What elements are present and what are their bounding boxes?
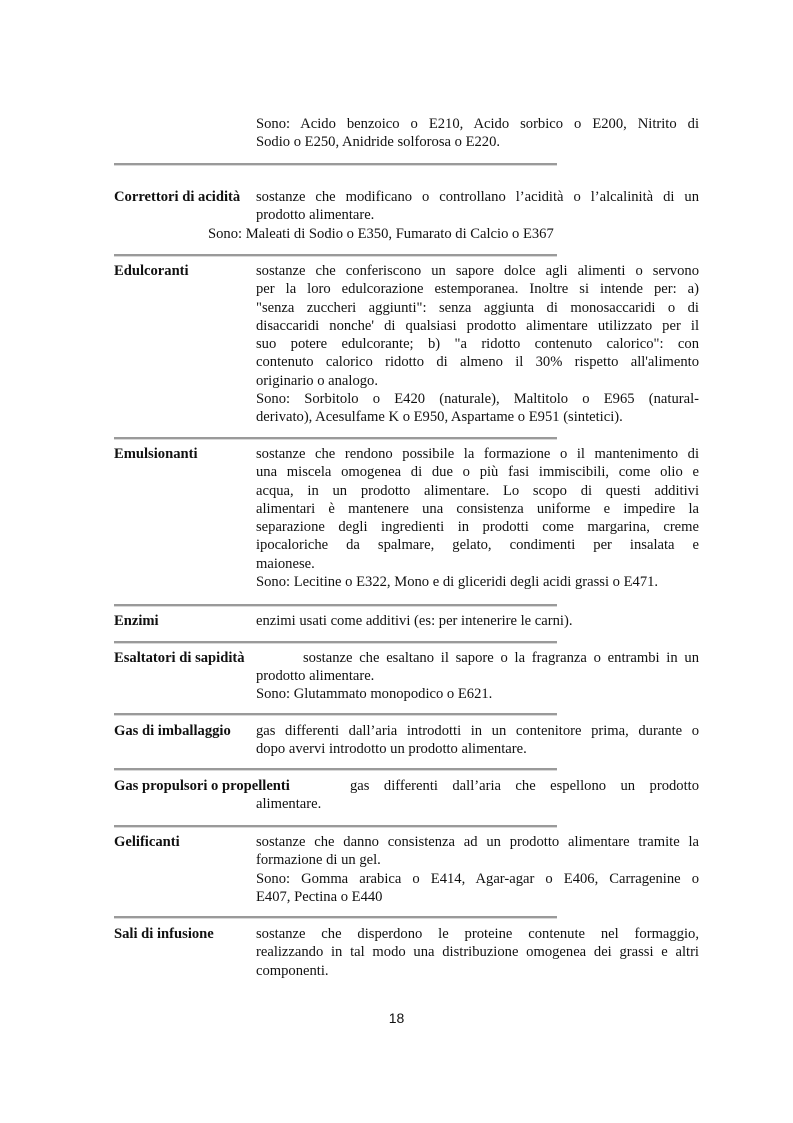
text-line: formazione di un gel.: [256, 852, 381, 869]
definition-gas-di-imballaggio: [256, 722, 699, 759]
term-gelificanti: Gelificanti: [114, 834, 180, 850]
divider: [114, 437, 557, 439]
term-correttori-di-acidita: Correttori di acidità: [114, 189, 241, 205]
text-line: una miscela omogenea di due o più fasi immiscibili, come olio e: [256, 464, 699, 481]
definition-esaltatori-rest: [256, 667, 699, 704]
text-line: Sono: Lecitine o E322, Mono e di gliceridi degli acidi grassi o E471.: [256, 574, 659, 591]
text-line: sostanze che modificano o controllano l’acidità o l’alcalinità di un: [256, 189, 699, 205]
divider: [114, 163, 557, 165]
text-line: Sono: Sorbitolo o E420 (naturale), Maltitolo o E965 (natural-: [256, 391, 699, 408]
text-line: contenuto calorico ridotto di almeno il 30% rispetto all'alimento: [256, 354, 699, 371]
text-line: dopo avervi introdotto un prodotto alimentare.: [256, 741, 527, 758]
definition-edulcoranti: [256, 262, 699, 427]
definition-gelificanti: [256, 833, 699, 906]
definition-emulsionanti: [256, 445, 699, 591]
text-line: separazione degli ingredienti in prodotti come margarina, creme: [256, 519, 699, 536]
definition-correttori-di-acidita: [256, 188, 699, 225]
term-gas-propulsori: Gas propulsori o propellenti: [114, 778, 290, 794]
definition-esaltatori-line1: [303, 649, 699, 667]
text-line: alimentare.: [256, 796, 322, 812]
divider: [114, 254, 557, 256]
intro-text: [256, 115, 699, 152]
text-line: enzimi usati come additivi (es: per intenerire le carni).: [256, 613, 573, 629]
text-line: sostanze che esaltano il sapore o la fragranza o entrambi in un: [303, 650, 699, 666]
divider: [114, 641, 557, 643]
text-line: "senza zuccheri aggiunti": senza aggiunta di monosaccaridi o di: [256, 299, 699, 316]
text-line: prodotto alimentare.: [256, 207, 375, 224]
divider: [114, 825, 557, 827]
text-line: acqua, in un prodotto alimentare. Lo scopo di questi additivi: [256, 482, 699, 499]
definition-sali-di-infusione: [256, 925, 699, 980]
divider: [114, 768, 557, 770]
text-line: derivato), Acesulfame K o E950, Aspartame o E951 (sintetici).: [256, 409, 623, 426]
page-number: 18: [388, 1010, 405, 1026]
definition-enzimi: [256, 612, 699, 630]
text-line: originario o analogo.: [256, 372, 378, 389]
text-line: componenti.: [256, 962, 329, 979]
text-line: sostanze che danno consistenza ad un prodotto alimentare tramite la: [256, 834, 699, 850]
term-edulcoranti: Edulcoranti: [114, 263, 189, 279]
text-line: Sono: Acido benzoico o E210, Acido sorbico o E200, Nitrito di: [256, 116, 699, 132]
text-line: maionese.: [256, 555, 315, 572]
term-esaltatori-di-sapidita: Esaltatori di sapidità: [114, 650, 245, 666]
divider: [114, 713, 557, 715]
text-line: disaccaridi nonche' di qualsiasi prodotto alimentare utilizzato per il: [256, 317, 699, 334]
text-line: Sono: Gomma arabica o E414, Agar-agar o E406, Carragenine o: [256, 870, 699, 887]
text-line: per la loro edulcorazione estemporanea. Inoltre si intende per: a): [256, 281, 699, 298]
text-line: E407, Pectina o E440: [256, 888, 383, 905]
sono-correttori-di-acidita: Sono: Maleati di Sodio o E350, Fumarato di Calcio o E367: [208, 226, 554, 242]
text-line: Sodio o E250, Anidride solforosa o E220.: [256, 134, 501, 151]
text-line: alimentari è mantenere una consistenza uniforme e impedire la: [256, 500, 699, 517]
term-sali-di-infusione: Sali di infusione: [114, 926, 214, 942]
text-line: prodotto alimentare.: [256, 668, 375, 684]
term-gas-di-imballaggio: Gas di imballaggio: [114, 723, 231, 739]
divider: [114, 604, 557, 606]
term-emulsionanti: Emulsionanti: [114, 446, 198, 462]
text-line: suo potere edulcorante; b) "a ridotto contenuto calorico": con: [256, 336, 699, 353]
definition-gas-propulsori-rest: [256, 795, 699, 813]
text-line: ipocaloriche da spalmare, gelato, condimenti per insalata e: [256, 537, 699, 554]
text-line: realizzando in tal modo una distribuzione omogenea dei grassi e altri: [256, 944, 699, 961]
text-line: sostanze che disperdono le proteine contenute nel formaggio,: [256, 926, 699, 942]
text-line: Sono: Glutammato monopodico o E621.: [256, 686, 493, 703]
text-line: sostanze che rendono possibile la formazione o il mantenimento di: [256, 446, 699, 462]
term-enzimi: Enzimi: [114, 613, 159, 629]
divider: [114, 916, 557, 918]
text-line: gas differenti dall’aria che espellono un prodotto: [350, 778, 699, 794]
text-line: gas differenti dall’aria introdotti in un contenitore prima, durante o: [256, 723, 699, 739]
definition-gas-propulsori-line1: [350, 777, 699, 795]
text-line: sostanze che conferiscono un sapore dolce agli alimenti o servono: [256, 263, 699, 279]
